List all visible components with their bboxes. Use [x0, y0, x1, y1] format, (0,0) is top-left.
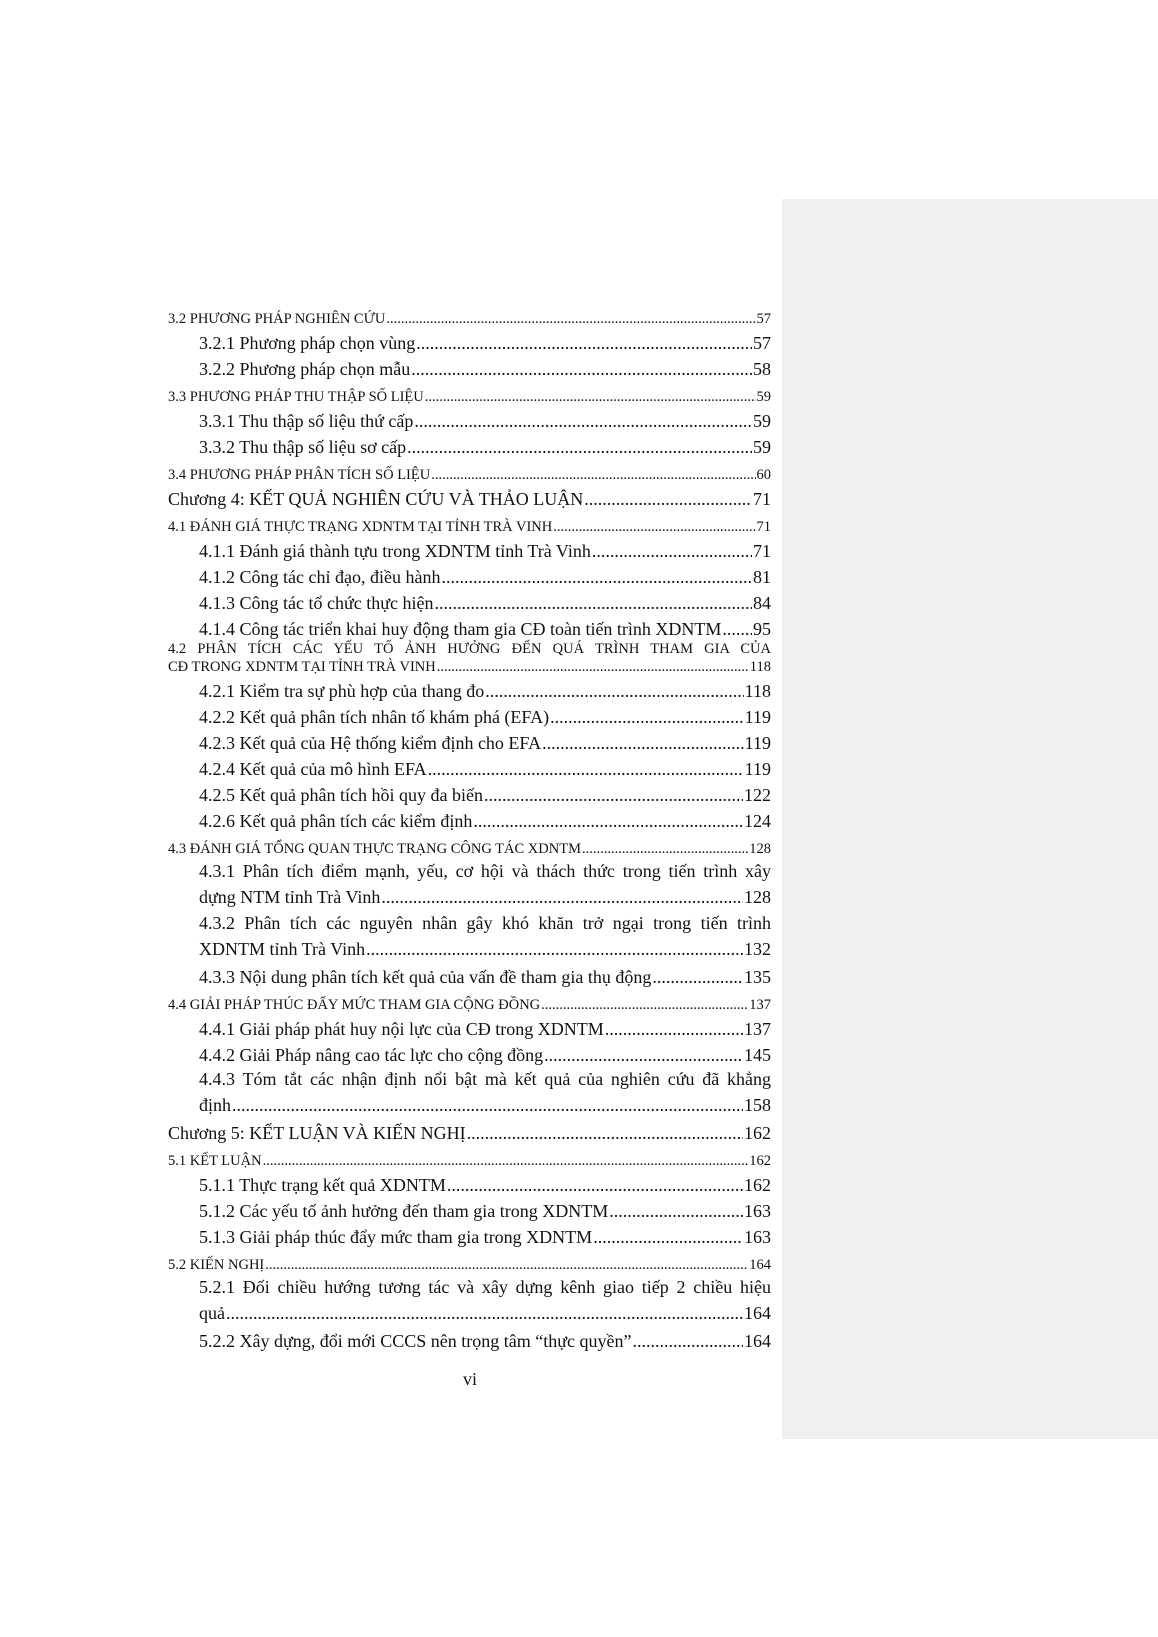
toc-entry-chapter-5[interactable] — [168, 1118, 771, 1144]
dot-leader — [609, 1201, 743, 1222]
toc-entry-page: 59 — [753, 437, 771, 458]
toc-entry-page: 162 — [744, 1123, 771, 1144]
dot-leader — [467, 1123, 743, 1144]
toc-entry-page: 137 — [744, 1019, 771, 1040]
toc-entry-title: 4.1.1 Đánh giá thành tựu trong XDNTM tỉnh Trà Vinh — [199, 541, 591, 562]
toc-entry-5-2-1[interactable] — [168, 1274, 771, 1326]
dot-leader — [632, 1331, 743, 1352]
toc-entry-page: 118 — [744, 681, 771, 702]
comment-pane — [782, 199, 1158, 1439]
dot-leader — [386, 311, 755, 328]
toc-entry-4-3[interactable] — [168, 832, 771, 858]
toc-entry-5-2-2[interactable] — [168, 1326, 771, 1352]
dot-leader — [484, 785, 743, 806]
toc-entry-title-line2: dựng NTM tỉnh Trà Vinh — [199, 887, 381, 907]
toc-entry-page: 164 — [744, 1303, 771, 1323]
toc-entry-page: 59 — [756, 389, 771, 406]
toc-entry-page: 71 — [756, 519, 771, 536]
toc-entry-page: 124 — [744, 811, 771, 832]
dot-leader — [722, 619, 752, 640]
toc-entry-3-2-1[interactable] — [168, 328, 771, 354]
toc-entry-page: 145 — [744, 1045, 771, 1066]
toc-entry-title: 5.1.2 Các yếu tố ảnh hưởng đến tham gia trong XDNTM — [199, 1201, 609, 1222]
toc-entry-chapter-4[interactable] — [168, 484, 771, 510]
toc-entry-page: 60 — [756, 467, 771, 484]
toc-entry-title: Chương 5: KẾT LUẬN VÀ KIẾN NGHỊ — [168, 1123, 466, 1144]
toc-entry-page: 84 — [753, 593, 771, 614]
toc-entry-4-2[interactable] — [168, 640, 771, 676]
toc-entry-title: 3.2 PHƯƠNG PHÁP NGHIÊN CỨU — [168, 311, 386, 328]
toc-entry-title-line2: quả — [199, 1303, 225, 1323]
toc-entry-page: 71 — [753, 489, 771, 510]
toc-entry-title: 5.2 KIẾN NGHỊ — [168, 1257, 265, 1274]
dot-leader — [437, 658, 749, 676]
dot-leader — [550, 707, 744, 728]
toc-entry-5-1[interactable] — [168, 1144, 771, 1170]
toc-entry-4-1-3[interactable] — [168, 588, 771, 614]
toc-entry-page: 132 — [744, 939, 771, 959]
toc-entry-page: 158 — [744, 1095, 771, 1115]
toc-entry-3-2-2[interactable] — [168, 354, 771, 380]
dot-leader — [265, 1257, 748, 1274]
toc-entry-4-1-2[interactable] — [168, 562, 771, 588]
dot-leader — [434, 593, 752, 614]
dot-leader — [584, 489, 752, 510]
toc-entry-title: 3.3.2 Thu thập số liệu sơ cấp — [199, 437, 407, 458]
toc-entry-page: 164 — [744, 1331, 771, 1352]
toc-entry-4-2-1[interactable] — [168, 676, 771, 702]
toc-entry-page: 58 — [753, 359, 771, 380]
toc-entry-page: 119 — [744, 707, 771, 728]
toc-entry-page: 57 — [753, 333, 771, 354]
toc-entry-3-4[interactable] — [168, 458, 771, 484]
toc-entry-title-line1: 4.2 PHÂN TÍCH CÁC YẾU TỐ ẢNH HƯỞNG ĐẾN QUÁ TRÌNH THAM GIA CỦA — [168, 641, 771, 657]
dot-leader — [541, 997, 748, 1014]
toc-entry-page: 137 — [749, 997, 771, 1014]
toc-entry-title-line2: định — [199, 1095, 232, 1115]
toc-entry-title: 4.4 GIẢI PHÁP THÚC ĐẨY MỨC THAM GIA CỘNG ĐỒNG — [168, 997, 541, 1014]
dot-leader — [542, 733, 744, 754]
dot-leader — [411, 359, 752, 380]
toc-entry-title: 3.3 PHƯƠNG PHÁP THU THẬP SỐ LIỆU — [168, 389, 424, 406]
dot-leader — [593, 1227, 743, 1248]
toc-entry-title: 3.2.2 Phương pháp chọn mẫu — [199, 359, 411, 380]
toc-entry-title: 4.4.1 Giải pháp phát huy nội lực của CĐ trong XDNTM — [199, 1019, 604, 1040]
dot-leader — [428, 759, 744, 780]
dot-leader — [414, 411, 752, 432]
toc-entry-4-3-1[interactable] — [168, 858, 771, 910]
toc-entry-3-3-2[interactable] — [168, 432, 771, 458]
toc-entry-page: 71 — [753, 541, 771, 562]
dot-leader — [605, 1019, 743, 1040]
toc-entry-title: 3.3.1 Thu thập số liệu thứ cấp — [199, 411, 414, 432]
dot-leader — [473, 811, 743, 832]
toc-entry-title-line1: 4.3.2 Phân tích các nguyên nhân gây khó khăn trở ngại trong tiến trình — [199, 913, 771, 933]
toc-entry-page: 57 — [756, 311, 771, 328]
toc-entry-4-1[interactable] — [168, 510, 771, 536]
page-number: vi — [462, 1369, 477, 1389]
toc-entry-page: 122 — [744, 785, 771, 806]
toc-entry-page: 163 — [744, 1227, 771, 1248]
table-of-contents — [168, 302, 771, 1352]
dot-leader — [544, 1045, 743, 1066]
toc-entry-title: 5.1 KẾT LUẬN — [168, 1153, 262, 1170]
toc-entry-title: 4.3.3 Nội dung phân tích kết quả của vấn đề tham gia thụ động — [199, 967, 652, 988]
toc-entry-title-line1: 5.2.1 Đối chiều hướng tương tác và xây dựng kênh giao tiếp 2 chiều hiệu — [199, 1277, 771, 1297]
toc-entry-title: 4.1.2 Công tác chỉ đạo, điều hành — [199, 567, 441, 588]
dot-leader — [232, 1092, 743, 1118]
toc-entry-title: 4.2.2 Kết quả phân tích nhân tố khám phá (EFA) — [199, 707, 550, 728]
toc-entry-page: 119 — [744, 733, 771, 754]
toc-entry-5-1-2[interactable] — [168, 1196, 771, 1222]
toc-entry-title: 5.2.2 Xây dựng, đổi mới CCCS nên trọng tâm “thực quyền” — [199, 1331, 632, 1352]
dot-leader — [425, 389, 756, 406]
dot-leader — [592, 541, 752, 562]
dot-leader — [416, 333, 752, 354]
toc-entry-title: 5.1.1 Thực trạng kết quả XDNTM — [199, 1175, 446, 1196]
dot-leader — [485, 681, 743, 702]
toc-entry-4-4-2[interactable] — [168, 1040, 771, 1066]
toc-entry-4-2-6[interactable] — [168, 806, 771, 832]
dot-leader — [366, 936, 743, 962]
toc-entry-4-4-3[interactable] — [168, 1066, 771, 1118]
toc-entry-page: 81 — [753, 567, 771, 588]
toc-entry-4-1-4[interactable] — [168, 614, 771, 640]
toc-entry-4-4-1[interactable] — [168, 1014, 771, 1040]
toc-entry-page: 118 — [749, 659, 771, 675]
toc-entry-page: 135 — [744, 967, 771, 988]
toc-entry-title: 4.2.5 Kết quả phân tích hồi quy đa biến — [199, 785, 483, 806]
toc-entry-page: 128 — [749, 841, 771, 858]
toc-entry-5-1-3[interactable] — [168, 1222, 771, 1248]
toc-entry-page: 162 — [744, 1175, 771, 1196]
toc-entry-4-3-2[interactable] — [168, 910, 771, 962]
toc-entry-title: 3.4 PHƯƠNG PHÁP PHÂN TÍCH SỐ LIỆU — [168, 467, 431, 484]
dot-leader — [441, 567, 752, 588]
toc-entry-title-line2: XDNTM tỉnh Trà Vinh — [199, 939, 366, 959]
toc-entry-title: Chương 4: KẾT QUẢ NGHIÊN CỨU VÀ THẢO LUẬN — [168, 489, 584, 510]
toc-entry-page: 162 — [749, 1153, 771, 1170]
toc-entry-title: 4.2.4 Kết quả của mô hình EFA — [199, 759, 427, 780]
toc-entry-title: 4.3 ĐÁNH GIÁ TỔNG QUAN THỰC TRẠNG CÔNG TÁC XDNTM — [168, 841, 581, 858]
toc-entry-3-2[interactable] — [168, 302, 771, 328]
dot-leader — [553, 519, 755, 536]
dot-leader — [652, 967, 743, 988]
toc-entry-title-line1: 4.3.1 Phân tích điểm mạnh, yếu, cơ hội và thách thức trong tiến trình xây — [199, 861, 771, 881]
toc-entry-page: 59 — [753, 411, 771, 432]
toc-entry-3-3-1[interactable] — [168, 406, 771, 432]
toc-entry-title: 4.1.3 Công tác tổ chức thực hiện — [199, 593, 434, 614]
toc-entry-page: 95 — [753, 619, 771, 640]
dot-leader — [447, 1175, 743, 1196]
toc-entry-title: 4.1.4 Công tác triển khai huy động tham gia CĐ toàn tiến trình XDNTM — [199, 619, 722, 640]
toc-entry-4-2-3[interactable] — [168, 728, 771, 754]
toc-entry-page: 163 — [744, 1201, 771, 1222]
dot-leader — [263, 1153, 749, 1170]
dot-leader — [226, 1300, 743, 1326]
toc-entry-4-2-5[interactable] — [168, 780, 771, 806]
toc-entry-4-3-3[interactable] — [168, 962, 771, 988]
toc-entry-title: 4.4.2 Giải Pháp nâng cao tác lực cho cộng đồng — [199, 1045, 544, 1066]
toc-entry-5-1-1[interactable] — [168, 1170, 771, 1196]
toc-entry-page: 128 — [744, 887, 771, 907]
toc-entry-4-1-1[interactable] — [168, 536, 771, 562]
toc-entry-title: 4.2.1 Kiểm tra sự phù hợp của thang đo — [199, 681, 485, 702]
toc-entry-page: 164 — [749, 1257, 771, 1274]
toc-entry-title-line2: CĐ TRONG XDNTM TẠI TỈNH TRÀ VINH — [168, 659, 436, 675]
toc-entry-3-3[interactable] — [168, 380, 771, 406]
toc-entry-title: 4.2.6 Kết quả phân tích các kiểm định — [199, 811, 473, 832]
toc-entry-title: 4.1 ĐÁNH GIÁ THỰC TRẠNG XDNTM TẠI TỈNH TRÀ VINH — [168, 519, 553, 536]
toc-entry-4-2-2[interactable] — [168, 702, 771, 728]
toc-entry-4-4[interactable] — [168, 988, 771, 1014]
dot-leader — [582, 841, 748, 858]
toc-entry-title: 3.2.1 Phương pháp chọn vùng — [199, 333, 416, 354]
toc-entry-page: 119 — [744, 759, 771, 780]
toc-entry-title: 5.1.3 Giải pháp thúc đẩy mức tham gia trong XDNTM — [199, 1227, 593, 1248]
dot-leader — [381, 884, 743, 910]
dot-leader — [431, 467, 755, 484]
toc-entry-title: 4.2.3 Kết quả của Hệ thống kiểm định cho EFA — [199, 733, 542, 754]
toc-entry-4-2-4[interactable] — [168, 754, 771, 780]
toc-entry-title-line1: 4.4.3 Tóm tắt các nhận định nổi bật mà kết quả của nghiên cứu đã khẳng — [199, 1069, 771, 1089]
dot-leader — [407, 437, 752, 458]
toc-entry-5-2[interactable] — [168, 1248, 771, 1274]
